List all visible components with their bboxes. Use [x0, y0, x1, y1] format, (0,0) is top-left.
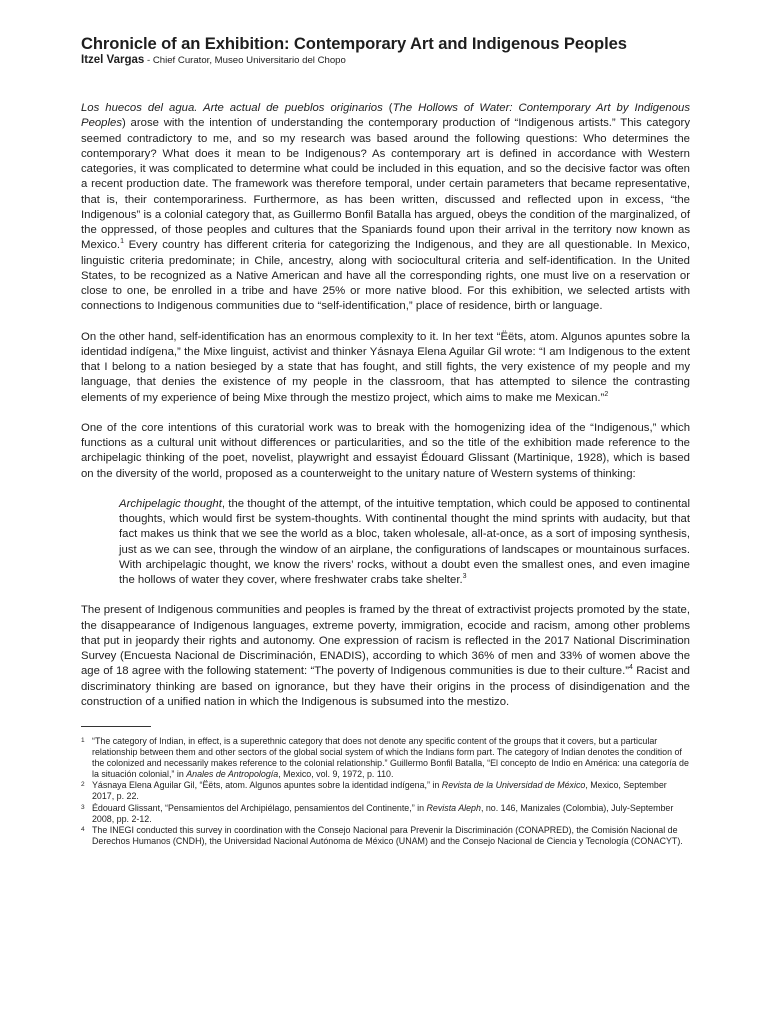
paragraph-2 — [81, 330, 690, 406]
paren-open: ( — [382, 102, 393, 114]
footnotes — [81, 736, 690, 847]
paragraph-4-text-a: The present of Indigenous communities and peoples is framed by the threat of extractivist projects promoted by the state, the disappearance of Indigenous languages, extreme poverty, immigration, ecocide and racism, among other problems that put in jeopardy their rights and autonomy. One expression of racism is reflected in the 2017 National Discrimination Survey (Encuesta Nacional de Discriminación, ENADIS), according to which 36% of men and 33% of women above the age of 18 agree with the following statement: “The poverty of Indigenous communities is due to their culture.” — [81, 604, 690, 678]
paragraph-2-text: On the other hand, self-identification has an enormous complexity to it. In her text “Ëëts, atom. Algunos apuntes sobre la identidad indígena,” the Mixe linguist, activist and thinker Yásnaya Elena Aguilar Gil wrote: “I am Indigenous to the extent that I belong to a nation besieged by a state that has fought, and still fights, the very existence of my people and my language, that denies the existence of my people in the classroom, that has attempted to silence the contrasting elements of my experience of being Mixe through the mestizo project, which aims to make me Mexican.” — [81, 330, 690, 404]
paragraph-1-text-a: ) arose with the intention of understanding the contemporary production of “Indigenous artists.” This category seemed contradictory to me, and so my research was based around the following questions: Who determines the contemporary? What does it mean to be Indigenous? As contemporary art is defined in accordance with Western categories, it was complicated to determine what could be included in this equation, and so the decisive factor was often a recent production date. The framework was therefore temporal, under certain parameters that became representative, that is, their contemporariness. Furthermore, as has been written, discussed and reflected upon in excess, “the Indigenous” is a colonial category that, as Guillermo Bonfil Batalla has argued, obeys the condition of the marginalized, of the oppressed, of those peoples and cultures that the Spaniards found upon their arrival in the territory now known as Mexico. — [81, 117, 690, 252]
author-name: Itzel Vargas — [81, 54, 145, 66]
footnote-4 — [81, 825, 690, 847]
footnote-ref-4: 4 — [629, 664, 633, 672]
footnote-text: Yásnaya Elena Aguilar Gil, “Ëëts, atom. Algunos apuntes sobre la identidad indígena,” in — [92, 780, 442, 791]
page-title: Chronicle of an Exhibition: Contemporary Art and Indigenous Peoples — [81, 34, 627, 53]
footnote-ref-1: 1 — [120, 238, 124, 246]
footnote-source: Anales de Antropología — [186, 769, 279, 780]
author-role: - Chief Curator, Museo Universitario del Chopo — [144, 55, 346, 66]
footnote-3 — [81, 803, 690, 825]
exhibition-title-es: Los huecos del agua. Arte actual de pueblos originarios — [81, 102, 383, 114]
article-body — [81, 101, 690, 482]
footnote-number: 3 — [81, 803, 85, 811]
footnote-text: “The category of Indian, in effect, is a superethnic category that does not denote any specific content of the groups that it covers, but a particular relationship between them and other sectors of the global social system of which the Indians form part. The category of Indian denotes the condition of the colonized and necessarily makes reference to the colonial relationship.” Guillermo Bonfil Batalla, “El concepto de Indio en América: una categoría de la situación colonial,” in — [92, 736, 689, 780]
paragraph-4-text-b: Racist and discriminatory thinking are based on ignorance, but they have their origins in the process of disindigenation and the construction of a unified nation in which the Indigenous is subsumed into the mestizo. — [81, 665, 690, 708]
exhibition-title-en: The Hollows of Water: Contemporary Art by Indigenous Peoples — [81, 102, 690, 130]
footnote-1 — [81, 736, 690, 780]
footnote-divider — [81, 726, 151, 727]
footnote-text-end: , no. 146, Manizales (Colombia), July-September 2008, pp. 2-12. — [92, 802, 674, 824]
footnote-text: The INEGI conducted this survey in coordination with the Consejo Nacional para Prevenir la Discriminación (CONAPRED), the Comisión Nacional de Derechos Humanos (CNDH), the Universidad Nacional Autónoma de México (UNAM) and the Consejo Nacional de Ciencia y Tecnología (CONACYT). — [92, 824, 683, 846]
footnote-text-end: , Mexico, vol. 9, 1972, p. 110. — [278, 769, 394, 780]
block-quote — [119, 497, 690, 589]
footnote-ref-3: 3 — [462, 573, 467, 581]
paragraph-1 — [81, 101, 690, 315]
footnote-ref-2: 2 — [604, 390, 609, 398]
footnote-number: 2 — [81, 781, 85, 789]
byline — [81, 53, 690, 68]
paragraph-3 — [81, 421, 690, 482]
article-body-continued — [81, 603, 690, 710]
footnote-source: Revista Aleph — [426, 802, 481, 813]
footnote-text: Édouard Glissant, “Pensamientos del Archipiélago, pensamientos del Continente,” in — [92, 802, 427, 813]
footnote-number: 1 — [81, 737, 85, 744]
footnote-source: Revista de la Universidad de México — [441, 780, 586, 791]
footnote-text-end: , Mexico, September 2017, p. 22. — [92, 780, 667, 802]
paragraph-1-text-b: Every country has different criteria for categorizing the Indigenous, and they are all questionable. In Mexico, linguistic criteria predominate; in Chile, ancestry, along with sociocultural criteria and self-identification. In the United States, to be recognized as a Native American and have all the corresponding rights, one must live on a reservation or close to one, be enrolled in a tribe and have 25% or more native blood. For this exhibition, we selected artists with connections to Indigenous communities due to “self-identification,” place of residence, birth or language. — [81, 239, 690, 313]
paragraph-4 — [81, 603, 690, 710]
paragraph-3-text: One of the core intentions of this curatorial work was to break with the homogenizing idea of the “Indigenous,” which functions as a cultural unit without differences or particularities, and so the title of the exhibition made reference to the archipelagic thinking of the poet, novelist, playwright and essayist Édouard Glissant (Martinique, 1928), which is based on the diversity of the world, proposed as a counterweight to the unitary nature of Western systems of thinking: — [81, 421, 690, 480]
quote-lead: Archipelagic thought — [119, 497, 222, 510]
footnote-2 — [81, 780, 690, 802]
footnote-number: 4 — [81, 825, 85, 833]
quote-text: , the thought of the attempt, of the intuitive temptation, which could be apposed to continental thoughts, which would first be system-thoughts. With continental thought the mind sprints with audacity, but that fact makes us think that we see the world as a bloc, taken wholesale, all-at-once, as a sort of imposing synthesis, just as we can see, through the window of an airplane, the configurations of landscapes or mountainous surfaces. With archipelagic thought, we know the rivers’ rocks, without a doubt even the smallest ones, and even imagine the hollows of water they cover, where freshwater crabs take shelter. — [119, 497, 690, 586]
